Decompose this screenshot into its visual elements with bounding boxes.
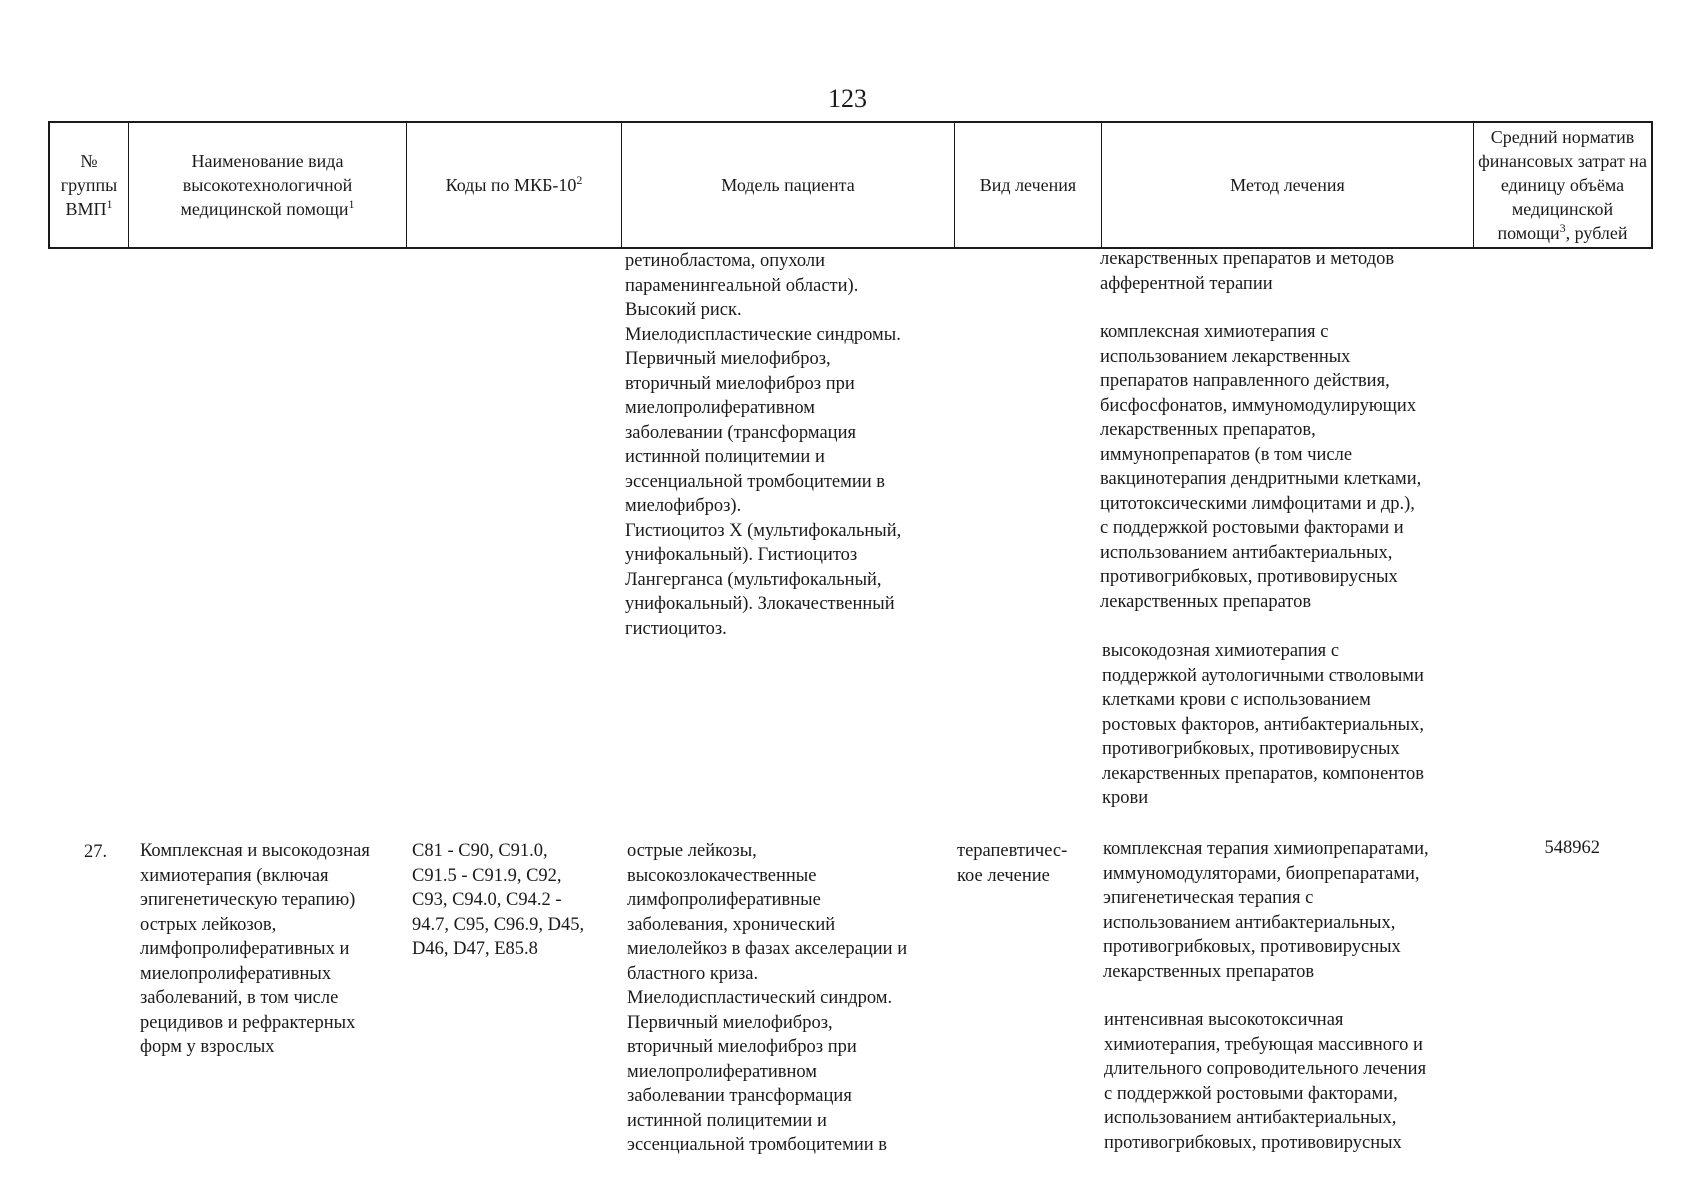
header-group-number: № группы ВМП$^1$ <box>60 151 118 219</box>
header-icd-codes: Коды по МКБ-$10^2$ <box>406 123 621 247</box>
header-cost-standard: Средний норматив финансовых затрат на единицу объёма медицинской помощи$^3$, рублей <box>1473 123 1651 247</box>
continued-method-3: высокодозная химиотерапия с поддержкой аутологичными стволовыми клетками крови с использованием ростовых факторов, антибактериальных, противогрибковых, противовирусных лекарственных препаратов, компонентов крови <box>1102 641 1425 808</box>
continued-method-2: комплексная химиотерапия с использованием лекарственных препаратов направленного действия, бисфосфонатов, иммуномодулирующих лекарственных препаратов, иммунопрепаратов (в том числе вакцинотерапия дендритными клетками, цитотоксическими лимфоцитами и др.), с поддержкой ростовыми факторами и использованием антибактериальных, противогрибковых, противовирусных лекарственных препаратов <box>1100 322 1422 612</box>
continued-patient-model: ретинобластома, опухоли параменингеальной области). Высокий риск. Миелодиспластические синдромы. Первичный миелофиброз, вторичный миелофиброз при миелопролиферативном заболевании (трансформация истинной полицитемии и эссенциальной тромбоцитемии в миелофиброз). Гистиоцитоз X (мультифокальный, унифокальный). Гистиоцитоз Лангерганса (мультифокальный, унифокальный). Злокачественный гистиоцитоз. <box>625 251 902 639</box>
row-27-treatment-type: терапевтичес- кое лечение <box>957 841 1068 886</box>
row-27-icd-codes: C81 - C90, C91.0, C91.5 - C91.9, C92, C93, C94.0, C94.2 - 94.7, C95, C96.9, D45, D46, D47, E85.8 <box>412 841 585 959</box>
header-patient-model: Модель пациента <box>621 123 954 247</box>
page-number: 123 <box>828 84 867 113</box>
header-treatment-type: Вид лечения <box>954 123 1101 247</box>
continued-method-1: лекарственных препаратов и методов афферентной терапии <box>1100 249 1395 294</box>
row-27-cost: 548962 <box>1544 838 1600 858</box>
row-27-method-1: комплексная терапия химиопрепаратами, иммуномодуляторами, биопрепаратами, эпигенетическая терапия с использованием антибактериальных, противогрибковых, противовирусных лекарственных препаратов <box>1103 839 1429 982</box>
row-27-patient-model: острые лейкозы, высокозлокачественные лимфопролиферативные заболевания, хронический миелолейкоз в фазах акселерации и бластного криза. Миелодиспластический синдром. Первичный миелофиброз, вторичный миелофиброз при миелопролиферативном заболевании трансформация истинной полицитемии и эссенциальной тромбоцитемии в <box>627 841 908 1155</box>
table-header <box>48 121 1653 249</box>
row-27-vmp-name: Комплексная и высокодозная химиотерапия (включая эпигенетическую терапию) острых лейкозов, лимфопролиферативных и миелопролиферативных заболеваний, в том числе рецидивов и рефрактерных форм у взрослых <box>140 841 370 1057</box>
header-vmp-name: Наименование вида высокотехнологичной медицинской помощи$^1$ <box>128 123 406 247</box>
row-27-number: 27. <box>84 842 108 862</box>
row-27-method-2: интенсивная высокотоксичная химиотерапия, требующая массивного и длительного сопроводительного лечения с поддержкой ростовыми факторами, использованием антибактериальных, противогрибковых, противовирусных <box>1104 1010 1427 1153</box>
header-treatment-method: Метод лечения <box>1101 123 1473 247</box>
